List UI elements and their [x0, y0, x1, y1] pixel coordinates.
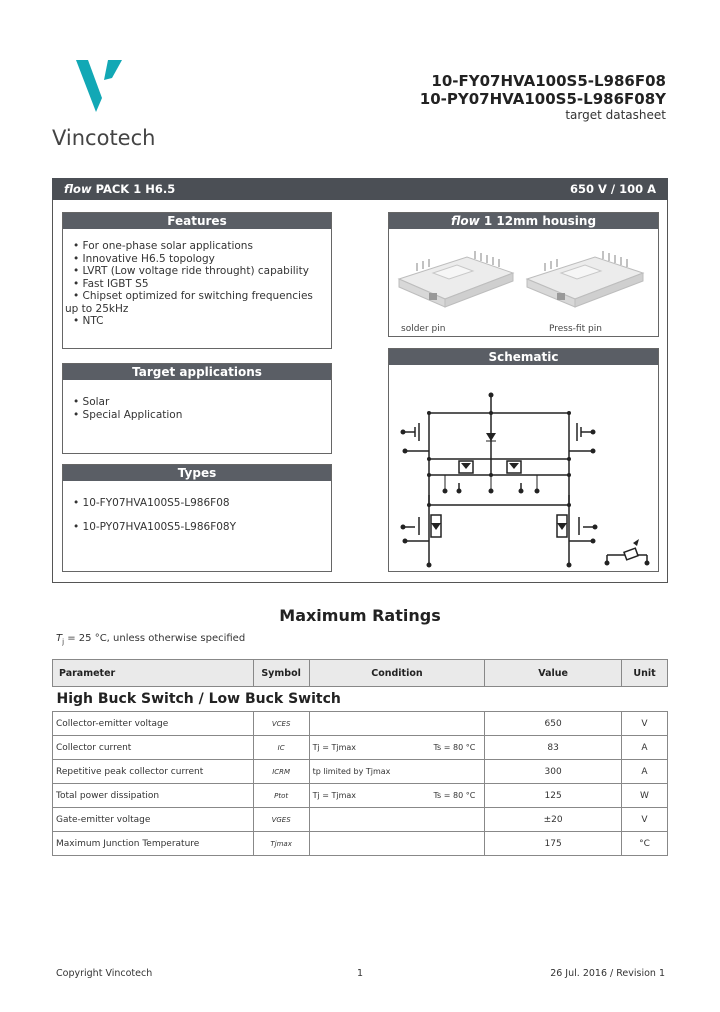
maximum-ratings-title: Maximum Ratings — [279, 606, 441, 625]
part-number-2: 10-PY07HVA100S5-L986F08Y — [419, 90, 666, 108]
row-unit: V — [622, 808, 668, 832]
document-type: target datasheet — [565, 108, 666, 122]
list-item: • Chipset optimized for switching frequencies — [73, 290, 313, 302]
list-item: • 10-PY07HVA100S5-L986F08Y — [73, 521, 237, 533]
header-parameter: Parameter — [53, 660, 254, 687]
table-row — [53, 736, 668, 760]
condition-subscript: j — [62, 638, 65, 646]
flow-brand: flow — [64, 182, 92, 196]
section-title: High Buck Switch / Low Buck Switch — [53, 687, 668, 712]
row-symbol: VGES — [253, 808, 309, 832]
brand-name: Vincotech — [52, 126, 156, 150]
ratings-condition — [56, 633, 245, 646]
table-row — [53, 808, 668, 832]
row-unit: A — [622, 760, 668, 784]
row-value: ±20 — [485, 808, 622, 832]
schematic-box — [388, 348, 659, 572]
types-box — [62, 464, 332, 572]
list-item: up to 25kHz — [65, 302, 129, 315]
condition-text: = 25 °C, unless otherwise specified — [64, 633, 246, 644]
ratings-table — [52, 659, 668, 856]
row-condition — [309, 808, 485, 832]
list-item: • NTC — [73, 315, 104, 327]
list-item: • Innovative H6.5 topology — [73, 252, 215, 265]
product-name: PACK 1 H6.5 — [95, 182, 176, 196]
row-unit: W — [622, 784, 668, 808]
product-header — [52, 178, 668, 200]
row-unit: V — [622, 712, 668, 736]
list-item: • 10-FY07HVA100S5-L986F08 — [73, 497, 230, 509]
row-symbol: ICRM — [253, 760, 309, 784]
solder-pin-label: solder pin — [401, 324, 446, 334]
row-parameter: Maximum Junction Temperature — [53, 832, 254, 856]
schematic-title: Schematic — [389, 349, 658, 365]
types-title: Types — [63, 465, 331, 481]
row-symbol: Tjmax — [253, 832, 309, 856]
housing-title — [389, 213, 658, 229]
row-symbol: IC — [253, 736, 309, 760]
row-parameter: Total power dissipation — [53, 784, 254, 808]
header-condition: Condition — [309, 660, 485, 687]
row-parameter: Repetitive peak collector current — [53, 760, 254, 784]
table-row — [53, 784, 668, 808]
row-value: 175 — [485, 832, 622, 856]
row-unit: A — [622, 736, 668, 760]
vincotech-logo-icon — [74, 58, 126, 114]
housing-box — [388, 212, 659, 337]
row-condition — [309, 712, 485, 736]
row-unit: °C — [622, 832, 668, 856]
section-row — [53, 687, 668, 712]
row-condition: tp limited by Tjmax — [309, 760, 485, 784]
list-item: • Special Application — [73, 408, 183, 421]
target-applications-box — [62, 363, 332, 454]
row-value: 300 — [485, 760, 622, 784]
table-row — [53, 760, 668, 784]
row-parameter: Gate-emitter voltage — [53, 808, 254, 832]
module-photo — [389, 229, 658, 321]
list-item: • LVRT (Low voltage ride throught) capability — [73, 265, 309, 277]
row-condition: Tj = Tjmax Ts = 80 °C — [309, 736, 485, 760]
condition-symbol: T — [56, 633, 63, 644]
footer-date-revision: 26 Jul. 2016 / Revision 1 — [550, 968, 665, 979]
row-parameter: Collector current — [53, 736, 254, 760]
list-item: • For one-phase solar applications — [73, 240, 253, 252]
footer-copyright: Copyright Vincotech — [56, 968, 153, 979]
row-value: 83 — [485, 736, 622, 760]
list-item: • Fast IGBT S5 — [73, 277, 149, 290]
footer-page-number: 1 — [357, 968, 364, 979]
table-header-row — [53, 660, 668, 687]
list-item: • Solar — [73, 396, 110, 408]
schematic-diagram — [389, 365, 658, 571]
row-condition: Tj = Tjmax Ts = 80 °C — [309, 784, 485, 808]
row-condition — [309, 832, 485, 856]
row-parameter: Collector-emitter voltage — [53, 712, 254, 736]
part-number-1: 10-FY07HVA100S5-L986F08 — [431, 72, 666, 90]
table-row — [53, 712, 668, 736]
header-symbol: Symbol — [253, 660, 309, 687]
press-fit-label: Press-fit pin — [549, 324, 602, 334]
header-value: Value — [485, 660, 622, 687]
features-title: Features — [63, 213, 331, 229]
product-rating: 650 V / 100 A — [569, 182, 656, 196]
housing-title-text: 1 12mm housing — [483, 214, 597, 228]
features-box — [62, 212, 332, 349]
row-value: 125 — [485, 784, 622, 808]
row-symbol: VCES — [253, 712, 309, 736]
target-applications-title: Target applications — [63, 364, 331, 380]
header-unit: Unit — [622, 660, 668, 687]
row-symbol: Ptot — [253, 784, 309, 808]
flow-brand: flow — [450, 214, 480, 228]
table-row — [53, 832, 668, 856]
row-value: 650 — [485, 712, 622, 736]
